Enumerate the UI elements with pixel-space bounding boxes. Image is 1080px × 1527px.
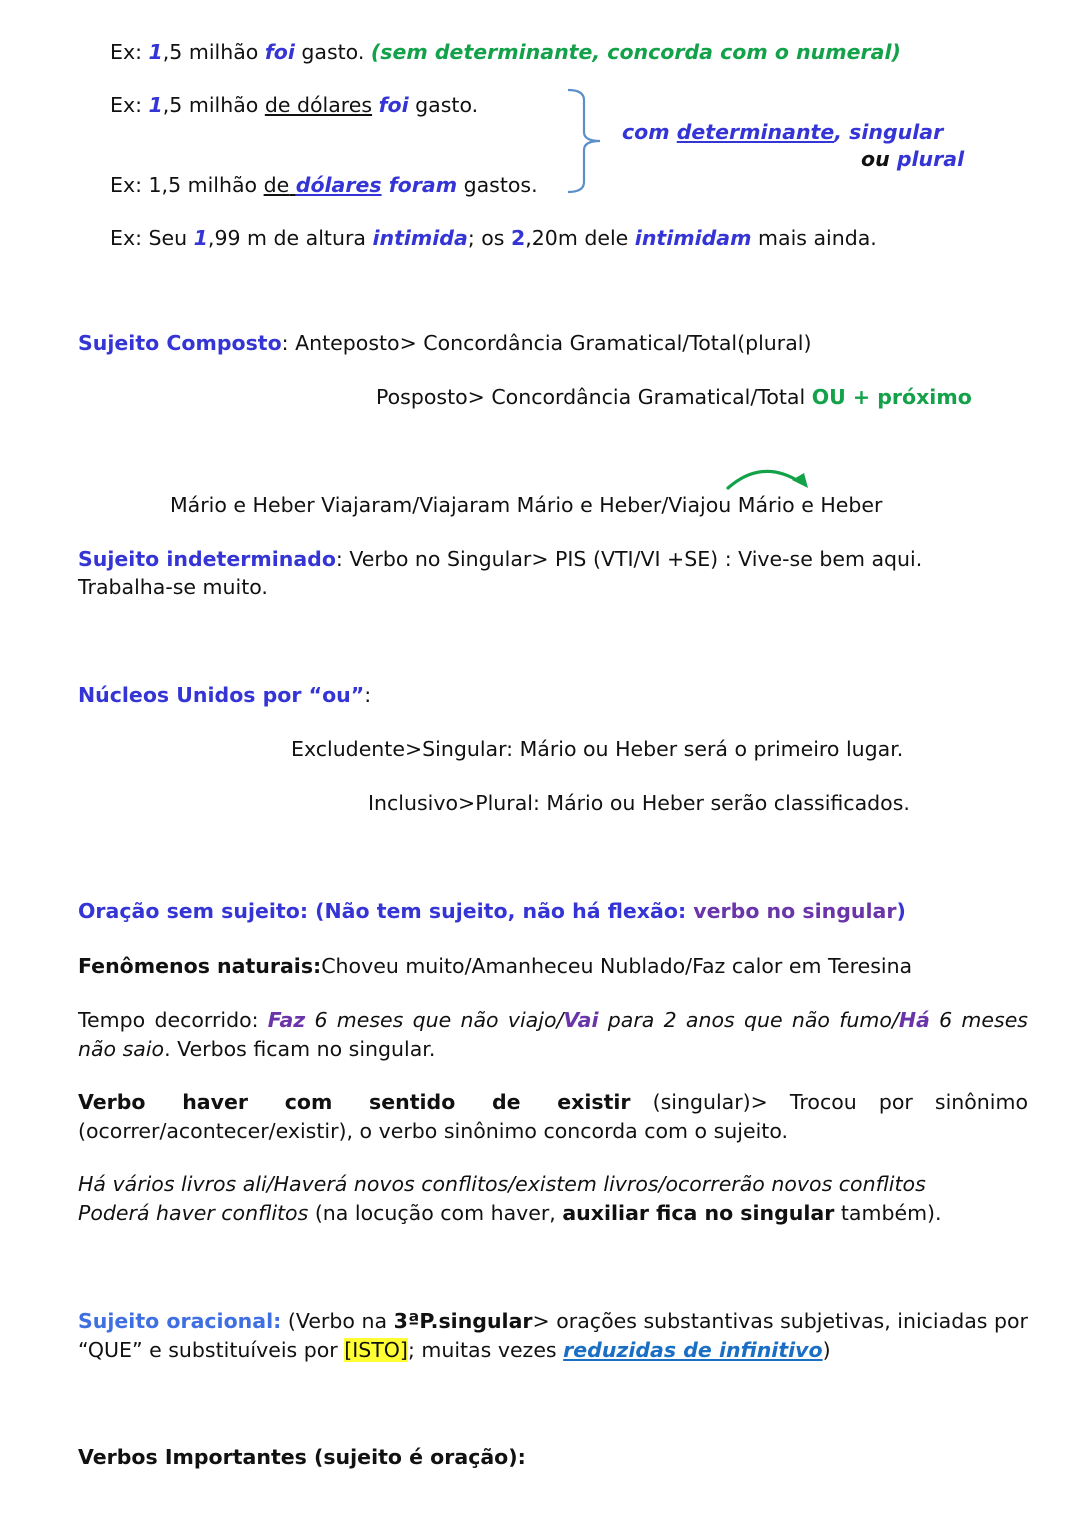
numeral: 1 [148, 40, 163, 64]
nucleos-ou-inclusivo [368, 789, 910, 817]
verbos-importantes-heading [78, 1443, 526, 1471]
rule-highlight: OU + próximo [811, 385, 972, 409]
oracao-sem-sujeito-heading [78, 897, 906, 925]
colon: : [364, 683, 372, 707]
ex-text: de [263, 173, 290, 197]
ex-text: gastos. [457, 173, 538, 197]
note-text: com [622, 120, 677, 144]
highlighted-isto: [ISTO] [344, 1338, 408, 1362]
verb: Há [898, 1008, 930, 1032]
rule-text: : Verbo no Singular> PIS (VTI/VI +SE) : Vive-se bem aqui. [335, 547, 923, 571]
section-heading: Verbos Importantes (sujeito é oração): [78, 1445, 526, 1469]
rule-note: (sem determinante, concorda com o numeral) [370, 40, 901, 64]
section-heading: Sujeito indeterminado [78, 547, 336, 571]
example-2 [110, 91, 478, 119]
verb: Vai [563, 1008, 599, 1032]
note-singular: singular [842, 120, 944, 144]
verb: foi [378, 93, 409, 117]
nucleos-ou-heading [78, 681, 371, 709]
section-heading: Oração sem sujeito: (Não tem sujeito, não há flexão: [78, 899, 694, 923]
verb: Faz [267, 1008, 306, 1032]
ex-text: ; os [467, 226, 511, 250]
example-3 [110, 171, 538, 199]
sujeito-indeterminado-line-1 [78, 545, 922, 573]
sujeito-composto-example [170, 491, 882, 519]
verb: intimida [372, 226, 468, 250]
tempo-decorrido [78, 1006, 1028, 1064]
verb: intimidam [634, 226, 752, 250]
ex-text: ,5 milhão [162, 93, 265, 117]
haver-example-2 [78, 1199, 942, 1227]
ex-text: gasto. [408, 93, 479, 117]
heading-highlight: verbo no singular [693, 899, 897, 923]
ex-prefix: Ex: 1,5 milhão [110, 173, 264, 197]
subsection-label: Tempo decorrido: [78, 1008, 268, 1032]
rule-text: ; muitas vezes [407, 1338, 564, 1362]
ex-text: ,20m dele [525, 226, 635, 250]
heading-close: ) [896, 899, 906, 923]
subsection-label: Verbo haver com sentido de existir [78, 1090, 631, 1114]
example-text: 6 meses não saio [78, 1008, 1028, 1061]
numeral: 1 [148, 93, 163, 117]
sujeito-indeterminado-line-2 [78, 573, 268, 601]
section-heading: Sujeito oracional: [78, 1309, 282, 1333]
note-ou: ou [861, 147, 890, 171]
ex-prefix: Ex: [110, 40, 149, 64]
rule-text: (singular)> Trocou por sinônimo (ocorrer/acontecer/existir), o verbo sinônimo concorda com o sujeito. [78, 1090, 1028, 1143]
rule-text: > orações substantivas subjetivas, iniciadas por “QUE” e substituíveis por [78, 1309, 1028, 1362]
rule-text: Inclusivo>Plural: Mário ou Heber serão classificados. [368, 791, 910, 815]
subsection-label: Fenômenos naturais: [78, 954, 322, 978]
sujeito-composto-posposto [376, 383, 972, 411]
ex-text: ,99 m de altura [207, 226, 373, 250]
section-heading: Sujeito Composto [78, 331, 282, 355]
example-1 [110, 38, 901, 66]
haver-example-1 [78, 1170, 926, 1198]
example-text: 6 meses que não viajo/ [305, 1008, 564, 1032]
ex-text: gasto. [294, 40, 371, 64]
note-plural: plural [889, 147, 965, 171]
brace-note-line-1 [622, 118, 943, 146]
rule-text: . Verbos ficam no singular. [164, 1037, 436, 1061]
rule-emphasis: 3ªP.singular [393, 1309, 533, 1333]
rule-emphasis: auxiliar fica no singular [562, 1201, 835, 1225]
ex-text: ,5 milhão [162, 40, 265, 64]
curved-arrow-icon [722, 464, 814, 494]
rule-text: (na locução com haver, [308, 1201, 563, 1225]
sujeito-oracional [78, 1307, 1028, 1365]
colon: : [281, 331, 289, 355]
rule-text: Choveu muito/Amanheceu Nublado/Faz calor em Teresina [321, 954, 913, 978]
curly-brace-icon [560, 88, 610, 194]
ex-prefix: Ex: [110, 93, 149, 117]
ex-prefix: Ex: Seu [110, 226, 194, 250]
verb: foi [264, 40, 295, 64]
ex-text: mais ainda. [751, 226, 877, 250]
determinant: dólares [295, 173, 382, 197]
nucleos-ou-excludente [291, 735, 903, 763]
example-4 [110, 224, 877, 252]
rule-text: Excludente>Singular: Mário ou Heber será o primeiro lugar. [291, 737, 904, 761]
rule-text: Anteposto> Concordância Gramatical/Total(plural) [288, 331, 812, 355]
example-text: Mário e Heber Viajaram/Viajaram Mário e Heber/Viajou Mário e Heber [170, 493, 883, 517]
note-text: , [834, 120, 843, 144]
determinant: de dólares [264, 93, 373, 117]
example-text: Há vários livros ali/Haverá novos conflitos/existem livros/ocorrerão novos conflitos [78, 1172, 926, 1196]
fenomenos-naturais [78, 952, 912, 980]
numeral: 2 [510, 226, 526, 250]
example-text: Poderá haver conflitos [78, 1201, 309, 1225]
rule-text: também). [834, 1201, 942, 1225]
sujeito-composto-anteposto [78, 329, 811, 357]
numeral: 1 [193, 226, 208, 250]
verb: foram [381, 173, 458, 197]
brace-note-line-2 [861, 145, 964, 173]
note-determinante: determinante [676, 120, 835, 144]
rule-text: Posposto> Concordância Gramatical/Total [376, 385, 812, 409]
section-heading: Núcleos Unidos por “ou” [78, 683, 365, 707]
verbo-haver [78, 1088, 1028, 1146]
example-text: para 2 anos que não fumo/ [598, 1008, 899, 1032]
close-paren: ) [822, 1338, 831, 1362]
example-text: Trabalha-se muito. [78, 575, 268, 599]
rule-text: (Verbo na [281, 1309, 394, 1333]
reduzidas-link[interactable]: reduzidas de infinitivo [563, 1338, 823, 1362]
